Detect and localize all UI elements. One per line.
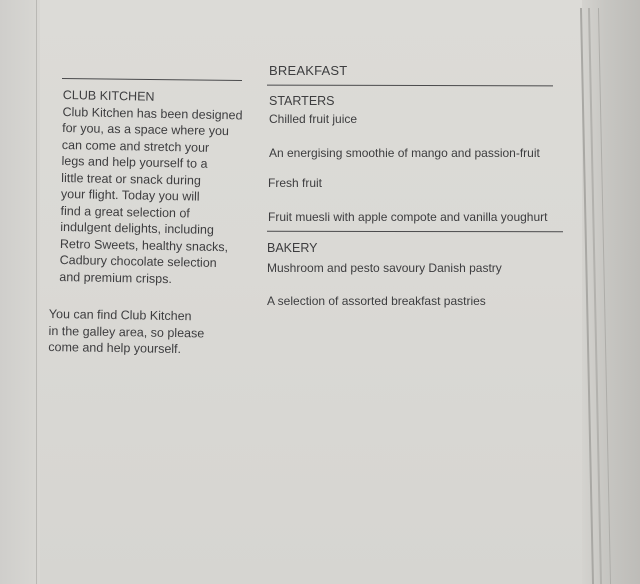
club-kitchen-heading: CLUB KITCHEN xyxy=(62,87,155,104)
starter-item: An energising smoothie of mango and passion-fruit xyxy=(269,146,540,160)
page-edge-line xyxy=(580,8,594,584)
club-kitchen-text-line: little treat or snack during xyxy=(61,170,202,188)
club-kitchen-top-rule xyxy=(62,78,242,81)
starter-item: Chilled fruit juice xyxy=(269,112,358,126)
starter-item: Fresh fruit xyxy=(268,176,323,190)
bakery-item: Mushroom and pesto savoury Danish pastry xyxy=(267,261,502,275)
club-kitchen-text-line: your flight. Today you will xyxy=(60,186,200,204)
club-kitchen-text-line: Club Kitchen has been designed xyxy=(62,104,243,122)
club-kitchen-location-line: in the galley area, so please xyxy=(48,323,205,340)
club-kitchen-location xyxy=(48,306,204,358)
club-kitchen-location-line: come and help yourself. xyxy=(48,339,182,357)
club-kitchen-section xyxy=(59,87,243,288)
club-kitchen-location-line: You can find Club Kitchen xyxy=(48,306,192,324)
club-kitchen-text-line: Retro Sweets, healthy snacks, xyxy=(59,236,229,254)
bakery-item: A selection of assorted breakfast pastries xyxy=(267,294,486,308)
section-divider-rule xyxy=(267,231,563,233)
club-kitchen-text-line: can come and stretch your xyxy=(61,137,210,155)
page-left-margin xyxy=(0,0,40,584)
breakfast-title-rule xyxy=(267,85,553,87)
club-kitchen-text-line: for you, as a space where you xyxy=(62,120,230,139)
club-kitchen-text-line: legs and help yourself to a xyxy=(61,153,208,171)
starters-heading: STARTERS xyxy=(269,94,335,108)
club-kitchen-text-line: Cadbury chocolate selection xyxy=(59,252,217,270)
starter-item: Fruit muesli with apple compote and vanilla youghurt xyxy=(268,210,548,224)
club-kitchen-text-line: and premium crisps. xyxy=(59,269,173,286)
club-kitchen-text-line: find a great selection of xyxy=(60,203,190,220)
club-kitchen-text-line: indulgent delights, including xyxy=(60,219,215,237)
booklet-page-edges xyxy=(582,0,640,584)
page-fold-line xyxy=(36,0,37,584)
bakery-heading: BAKERY xyxy=(267,241,318,255)
breakfast-title: BREAKFAST xyxy=(269,63,348,78)
